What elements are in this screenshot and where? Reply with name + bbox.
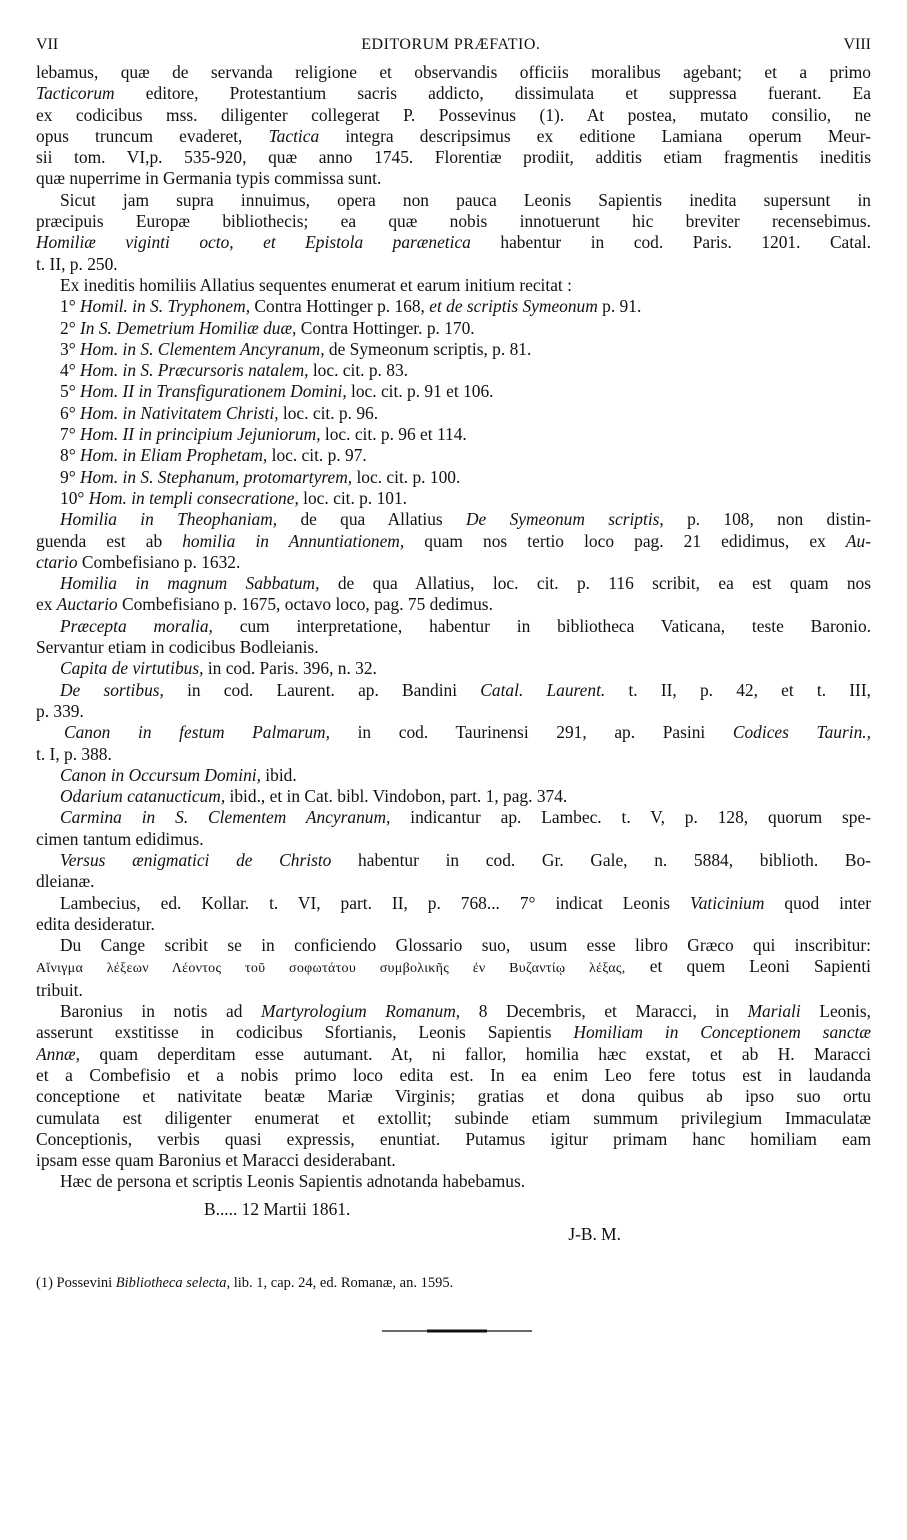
text-line-run: loc. cit. p. 97. xyxy=(267,445,367,466)
text-line-run: tribuit. xyxy=(36,979,83,1000)
text-line xyxy=(36,935,871,956)
text-line-run: , loc. cit. p. 96 et 114. xyxy=(316,424,467,445)
text-line-run: in cod. Paris. 396, n. 32. xyxy=(203,658,377,679)
text-line-run: Præcepta moralia, xyxy=(60,615,213,636)
text-line-run: Annæ, xyxy=(36,1043,80,1064)
text-line-run: cum interpretatione, habentur in bibliotheca Vaticana, teste Baronio. xyxy=(212,615,871,636)
text-line-run: ibid., et in Cat. bibl. Vindobon, part. 1, pag. 374. xyxy=(225,786,568,807)
page-number-right: VIII xyxy=(843,36,871,53)
text-line-run: Hom. in templi consecratione, xyxy=(88,487,299,508)
text-line-run: Leonis, xyxy=(800,1001,871,1022)
text-line-run: 4° xyxy=(60,360,80,381)
text-line-run: homilia in Annuntiationem, xyxy=(182,530,405,551)
text-line xyxy=(36,168,871,189)
text-line-run: Martyrologium Romanum, xyxy=(261,1001,461,1022)
text-line xyxy=(36,658,871,679)
text-line xyxy=(36,552,871,573)
text-line-run: loc. cit. p. 101. xyxy=(298,487,408,508)
text-line-run: guenda est ab xyxy=(36,530,183,551)
text-line-run: De sortibus, xyxy=(60,679,164,700)
text-line-run: quæ nuperrime in Germania typis commissa sunt. xyxy=(36,168,382,189)
text-line-run: Combefisiano p. 1675, octavo loco, pag. 75 dedimus. xyxy=(117,594,493,615)
text-line-run: in cod. Laurent. ap. Bandini xyxy=(163,679,481,700)
date-line: B..... 12 Martii 1861. xyxy=(204,1198,351,1219)
page-number-left: VII xyxy=(36,36,59,53)
text-line-run: De Symeonum scriptis, xyxy=(465,509,664,530)
text-line-run: Homiliam in Conceptionem sanctæ xyxy=(573,1022,871,1043)
text-line-run: 8 Decembris, et Maracci, in xyxy=(460,1001,748,1022)
footnote-run: lib. 1, cap. 24, ed. Romanæ, an. 1595. xyxy=(230,1275,454,1292)
text-line-run: 3° xyxy=(60,338,80,359)
text-line-run: opus truncum evaderet, xyxy=(36,125,269,146)
text-line-run: Homil. in S. Tryphonem, xyxy=(80,296,251,317)
text-line-run: 10° xyxy=(60,487,89,508)
text-line xyxy=(36,1022,871,1043)
text-line-run: Odarium catanucticum, xyxy=(60,786,226,807)
text-line-run: Hom. in S. Præcursoris natalem, xyxy=(80,360,309,381)
text-line xyxy=(36,381,871,402)
text-line xyxy=(36,126,871,147)
text-line xyxy=(36,573,871,594)
text-line-run: p. 108, non distin- xyxy=(663,509,871,530)
text-line xyxy=(36,1065,871,1086)
text-line-run: Lambecius, ed. Kollar. t. VI, part. II, p. 768... 7° indicat Leonis xyxy=(60,892,691,913)
text-line-run: Baronius in notis ad xyxy=(60,1001,262,1022)
text-line-run: habentur in cod. Gr. Gale, n. 5884, biblioth. Bo- xyxy=(331,849,871,870)
text-line xyxy=(36,83,871,104)
text-line-run: Codices Taurin., xyxy=(732,722,871,743)
text-line-run: Homilia in Theophaniam, xyxy=(60,509,278,530)
text-line-run: loc. cit. p. 96. xyxy=(278,402,379,423)
page-header xyxy=(36,36,871,62)
text-line xyxy=(36,744,871,765)
page xyxy=(36,36,871,1292)
text-line-run: in cod. Taurinensi 291, ap. Pasini xyxy=(329,722,733,743)
text-line-run: integra descripsimus ex editione Lamiana operum Meur- xyxy=(319,125,871,146)
text-line-run: loc. cit. p. 91 et 106. xyxy=(346,381,494,402)
text-line-run: Tacticorum xyxy=(36,83,115,104)
text-line-run: cimen tantum edidimus. xyxy=(36,828,204,849)
text-line-run: Auctario xyxy=(56,594,118,615)
text-line-run: Du Cange scribit se in conficiendo Glossario suo, usum esse libro Græco qui inscribitur: xyxy=(60,935,871,956)
text-line xyxy=(36,232,871,253)
text-line-run: Conceptionis, verbis quasi expressis, enuntiat. Putamus igitur primam hanc homiliam eam xyxy=(36,1128,871,1149)
text-line-run: Canon in festum Palmarum, xyxy=(64,722,330,743)
text-line-run: quod inter xyxy=(764,892,871,913)
text-line xyxy=(36,914,871,935)
text-line-run: Combefisiano p. 1632. xyxy=(77,551,241,572)
text-line-run: Hom. II in Transfigurationem Domini, xyxy=(80,381,347,402)
text-line-run: de qua Allatius xyxy=(277,509,466,530)
text-line-run: ex codicibus mss. diligenter collegerat P. Possevinus (1). At postea, mutato consilio, ne xyxy=(36,104,871,125)
text-line xyxy=(36,1129,871,1150)
text-line-run: 9° xyxy=(60,466,80,487)
text-line-run: p. 339. xyxy=(36,700,84,721)
text-line xyxy=(36,318,871,339)
text-line-run: 8° xyxy=(60,445,80,466)
text-line xyxy=(36,147,871,168)
text-line-run: lebamus, quæ de servanda religione et observandis officiis moralibus agebant; et a primo xyxy=(36,62,871,82)
text-line xyxy=(36,62,871,83)
running-title: EDITORUM PRÆFATIO. xyxy=(361,36,541,53)
text-line xyxy=(36,594,871,615)
text-line-run: 7° xyxy=(60,424,80,445)
text-line-run: quam nos tertio loco pag. 21 edidimus, ex xyxy=(404,530,846,551)
text-line-run: Hom. in S. Clementem Ancyranum, xyxy=(80,338,325,359)
text-line xyxy=(36,871,871,892)
text-line-run: de qua Allatius, loc. cit. p. 116 scribit, ea est quam nos xyxy=(319,573,871,594)
text-line xyxy=(36,1150,871,1171)
text-line xyxy=(36,254,871,275)
text-line-run: quam deperditam esse autumant. At, ni fallor, homilia hæc exstat, et ab H. Maracci xyxy=(79,1043,871,1064)
text-line-run: 6° xyxy=(60,402,80,423)
text-line-run: indicantur ap. Lambec. t. V, p. 128, quorum spe- xyxy=(390,807,871,828)
text-line-run: asserunt exstitisse in codicibus Sfortianis, Leonis Sapientis xyxy=(36,1022,574,1043)
end-ornament-rule xyxy=(382,1329,532,1333)
text-line-run: t. I, p. 388. xyxy=(36,743,112,764)
text-line xyxy=(36,467,871,488)
text-line xyxy=(36,339,871,360)
text-line xyxy=(36,531,871,552)
text-line-run: de Symeonum scriptis, p. 81. xyxy=(324,338,532,359)
text-line-run: 1° xyxy=(60,296,80,317)
text-line-run: conceptione et nativitate beatæ Mariæ Virginis; gratias et dona quibus ab ipso suo ortu xyxy=(36,1086,871,1107)
text-line-run: loc. cit. p. 83. xyxy=(308,360,408,381)
text-line-run: Mariali xyxy=(747,1001,801,1022)
text-line-run: et de scriptis Symeonum xyxy=(429,296,598,317)
text-line-run: ipsam esse quam Baronius et Maracci desiderabant. xyxy=(36,1150,396,1171)
text-line xyxy=(36,807,871,828)
text-line-run: Hom. in Nativitatem Christi, xyxy=(80,402,279,423)
text-line-run: Hom. in S. Stephanum, protomartyrem, xyxy=(80,466,353,487)
text-line-run: cumulata est diligenter enumerat et extollit; subinde etiam summum privilegium Immaculatæ xyxy=(36,1107,871,1128)
text-line-run: et a Combefisio et a nobis primo loco edita est. In ea enim Leo fere totus est in laudanda xyxy=(36,1064,871,1085)
text-line xyxy=(36,190,871,211)
text-line-run: Hom. II in principium Jejuniorum xyxy=(80,424,317,445)
text-line-run: Servantur etiam in codicibus Bodleianis. xyxy=(36,637,319,658)
text-line-run: præcipuis Europæ bibliothecis; ea quæ nobis innotuerunt hic breviter recensebimus. xyxy=(36,211,871,232)
text-line xyxy=(36,360,871,381)
footnote-run: Bibliotheca selecta, xyxy=(115,1275,231,1292)
text-line-run: Canon in Occursum Domini, xyxy=(60,764,261,785)
text-line-run: dleianæ. xyxy=(36,871,95,892)
text-line-run: editore, Protestantium sacris addicto, dissimulata et suppressa fuerant. Ea xyxy=(114,83,871,104)
text-line xyxy=(36,105,871,126)
text-line-run: Hæc de persona et scriptis Leonis Sapientis adnotanda habebamus. xyxy=(60,1171,526,1192)
text-line-run: ctario xyxy=(36,551,78,572)
text-line xyxy=(36,424,871,445)
text-line-run: Catal. Laurent. xyxy=(480,679,606,700)
text-line xyxy=(36,296,871,317)
text-line-run: sii tom. VI,p. 535-920, quæ anno 1745. Florentiæ prodiit, additis etiam fragmentis ineditis xyxy=(36,147,871,168)
text-line xyxy=(36,211,871,232)
text-line-run: Vaticinium xyxy=(690,892,765,913)
text-line xyxy=(36,275,871,296)
body-text xyxy=(36,62,871,1193)
text-line-run: et quem Leoni Sapienti xyxy=(625,956,871,977)
text-line xyxy=(36,701,871,722)
text-line-run: Tactica xyxy=(268,125,320,146)
text-line-run: habentur in cod. Paris. 1201. Catal. xyxy=(470,232,871,253)
footnote-run: (1) Possevini xyxy=(36,1275,116,1292)
text-line xyxy=(36,680,871,701)
text-line-run: Carmina in S. Clementem Ancyranum, xyxy=(60,807,391,828)
text-line-run: ibid. xyxy=(260,764,297,785)
text-line-run: Homilia in magnum Sabbatum, xyxy=(60,573,320,594)
text-line-run: Αἴνιγμα λέξεων Λέοντος τοῦ σοφωτάτου συμβολικῆς ἐν Βυζαντίῳ λέξας, xyxy=(36,961,626,977)
text-line xyxy=(36,893,871,914)
text-line-run: Contra Hottinger p. 168, xyxy=(250,296,430,317)
text-line xyxy=(36,850,871,871)
text-line xyxy=(36,1001,871,1022)
text-line xyxy=(36,722,871,743)
text-line xyxy=(36,786,871,807)
text-line-run: Au- xyxy=(845,530,871,551)
text-line-run: Sicut jam supra innuimus, opera non pauca Leonis Sapientis inedita supersunt in xyxy=(60,189,871,210)
text-line xyxy=(36,829,871,850)
text-line-run: loc. cit. p. 100. xyxy=(352,466,461,487)
text-line xyxy=(36,1086,871,1107)
text-line-run: Homiliæ viginti octo, et Epistola parænetica xyxy=(36,232,471,253)
text-line-run: ex xyxy=(36,594,57,615)
text-line xyxy=(36,1108,871,1129)
text-line-run: In S. Demetrium Homiliæ duæ, xyxy=(80,317,297,338)
text-line xyxy=(36,445,871,466)
text-line-run: 5° xyxy=(60,381,80,402)
text-line-run: Contra Hottinger. p. 170. xyxy=(296,317,475,338)
text-line-run: p. 91. xyxy=(597,296,642,317)
text-line xyxy=(36,956,871,979)
text-line-run: Hom. in Eliam Prophetam, xyxy=(80,445,268,466)
text-line-run: Versus ænigmatici de Christo xyxy=(60,849,332,870)
text-line xyxy=(36,637,871,658)
text-line-run: edita desideratur. xyxy=(36,913,155,934)
text-line xyxy=(36,616,871,637)
text-line-run: t. II, p. 42, et t. III, xyxy=(605,679,871,700)
text-line-run: 2° xyxy=(60,317,80,338)
text-line xyxy=(36,1044,871,1065)
text-line xyxy=(36,980,871,1001)
text-line-run: t. II, p. 250. xyxy=(36,253,118,274)
text-line-run: Ex ineditis homiliis Allatius sequentes enumerat et earum initium recitat : xyxy=(60,274,572,295)
text-line xyxy=(36,403,871,424)
text-line xyxy=(36,509,871,530)
text-line-run: Capita de virtutibus, xyxy=(60,658,204,679)
signature: J-B. M. xyxy=(568,1224,621,1245)
text-line xyxy=(36,488,871,509)
footnote xyxy=(36,1275,871,1292)
text-line xyxy=(36,765,871,786)
text-line xyxy=(36,1171,871,1192)
